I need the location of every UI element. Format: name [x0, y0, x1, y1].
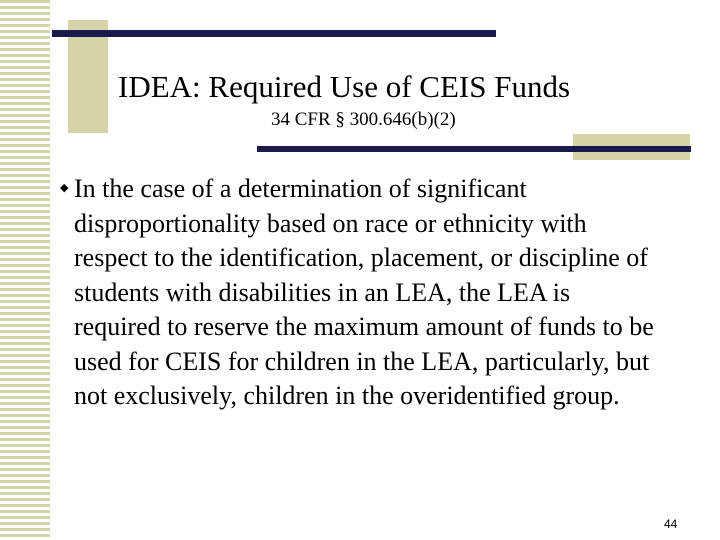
- slide-title: IDEA: Required Use of CEIS Funds: [118, 69, 571, 104]
- left-striped-border: [0, 0, 50, 540]
- diamond-bullet-icon: ◆: [60, 181, 69, 194]
- title-bottom-rule: [257, 146, 691, 152]
- slide-subtitle: 34 CFR § 300.646(b)(2): [271, 109, 456, 130]
- bullet-text: In the case of a determination of significant disproportionality based on race or ethnicity with respect to the identification, placement, or discipline of students with disabilities in an LEA, the LEA is required to reserve the maximum amount of funds to be used for CEIS for children in the LEA, particularly, but not exclusively, children in the overidentified group.: [74, 174, 654, 410]
- slide-number: 44: [664, 517, 678, 531]
- bullet-item: [58, 172, 658, 414]
- title-top-rule: [52, 30, 496, 37]
